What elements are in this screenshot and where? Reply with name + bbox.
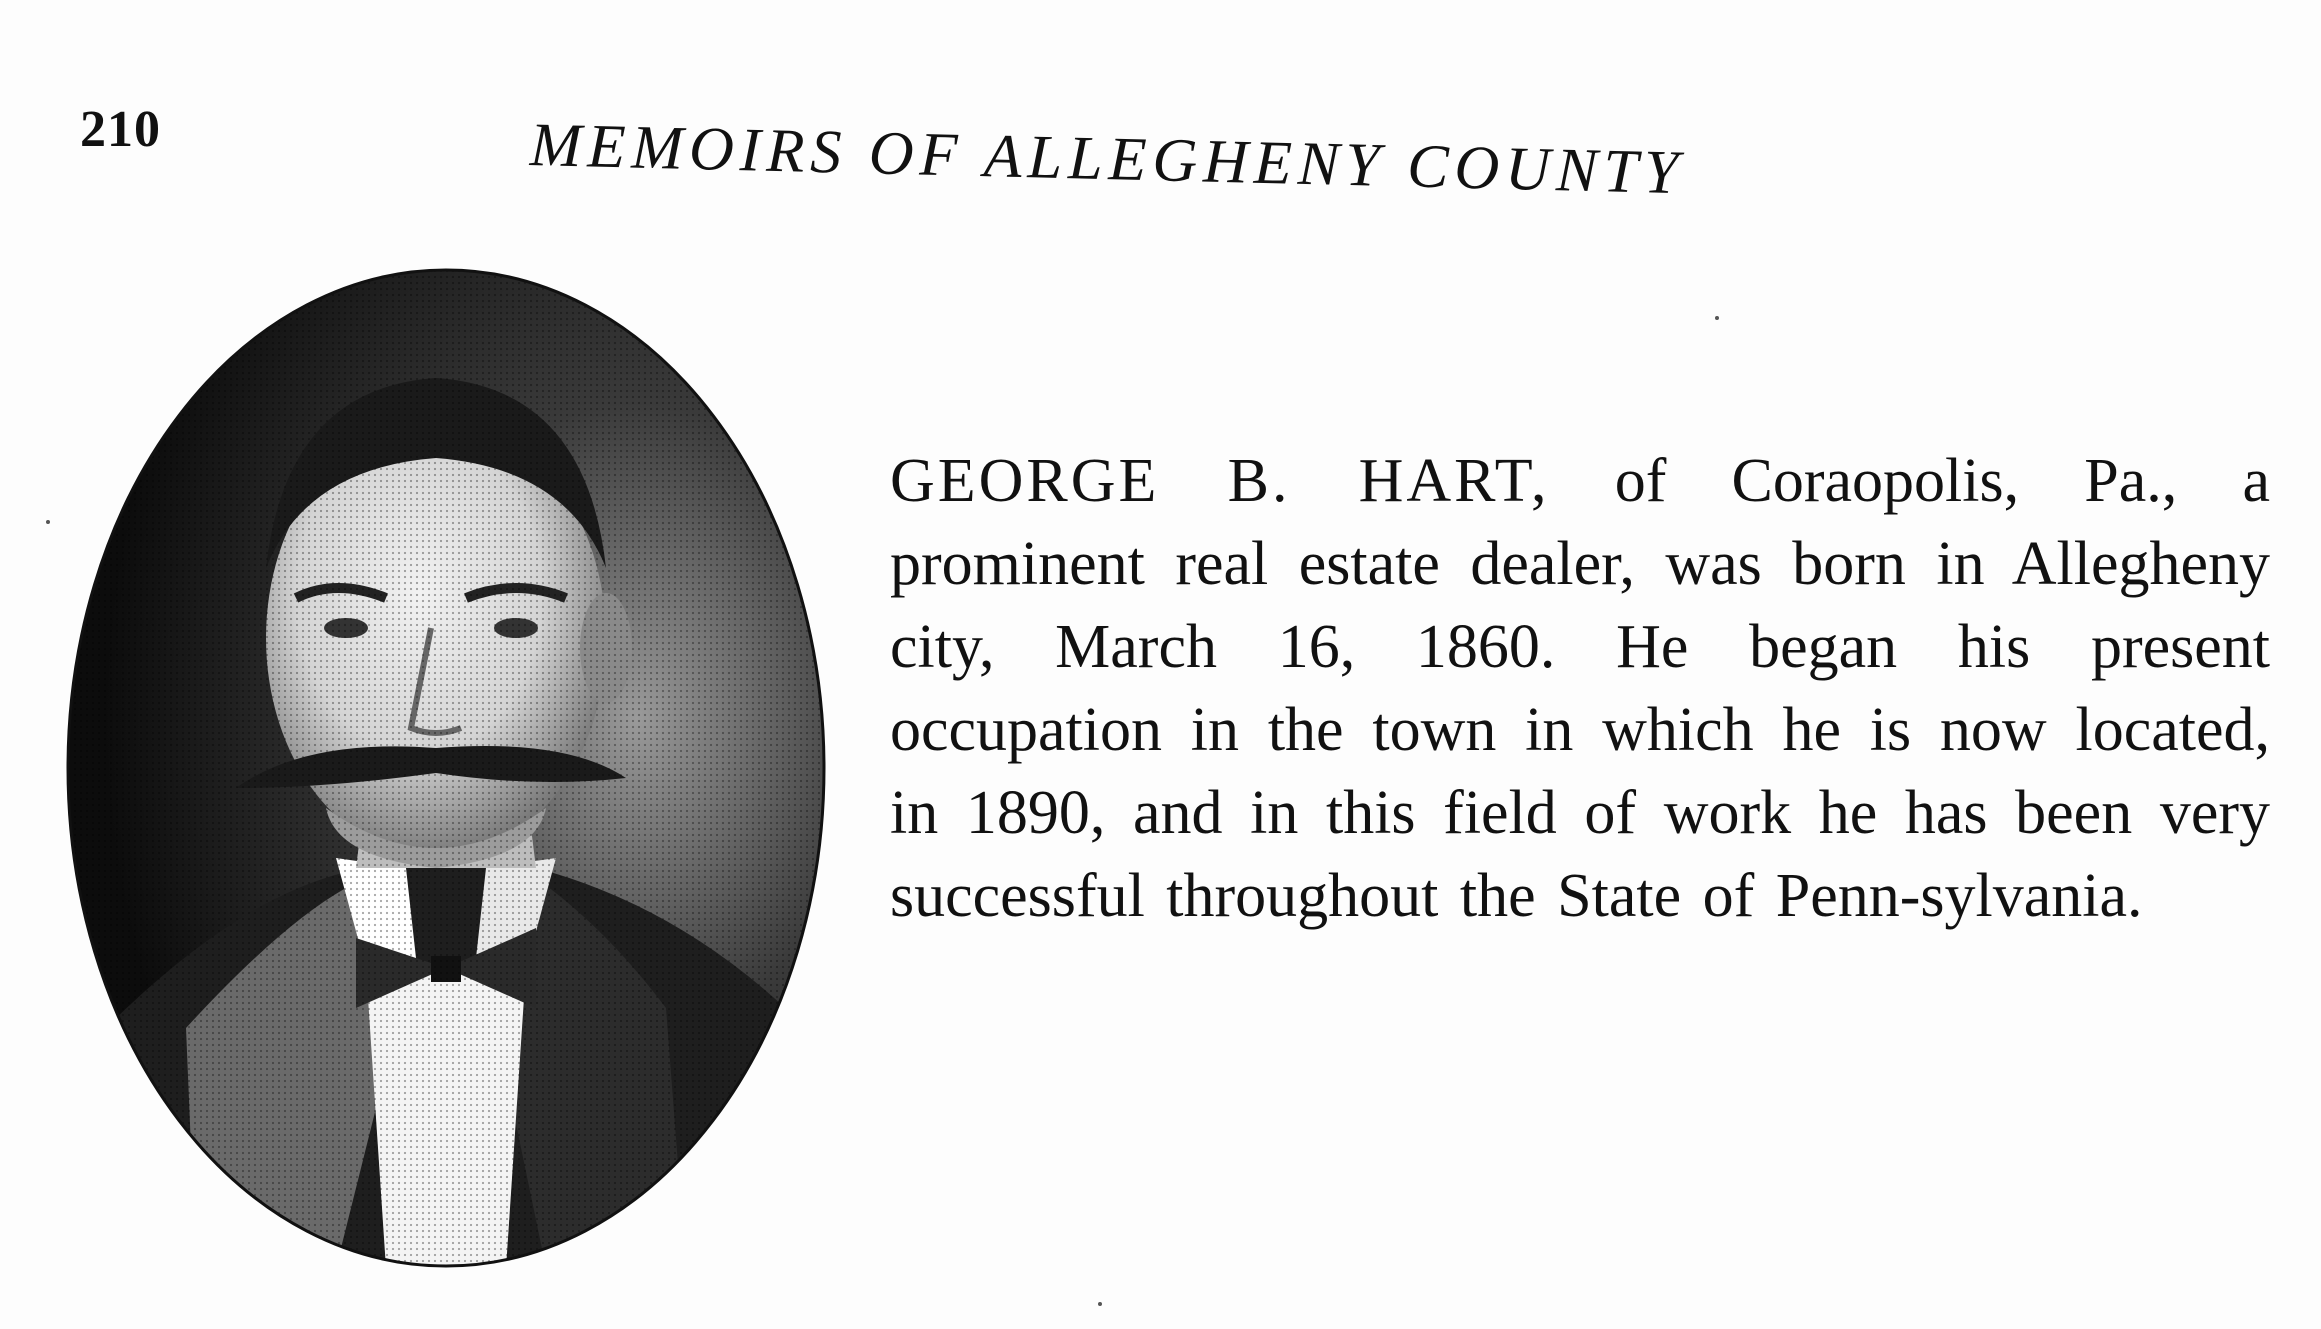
speck-mark xyxy=(1098,1302,1102,1306)
biography-text: of Coraopolis, Pa., a prominent real estate dealer, was born in Allegheny city, March 16, 1860. He began his present occupation in the town in which he is now located, in 1890, and in this field of work he has been very successful throughout the State of Penn-sylvania. xyxy=(890,447,2270,930)
speck-mark xyxy=(46,520,50,524)
speck-mark xyxy=(1715,316,1719,320)
subject-name: GEORGE B. HART, xyxy=(890,447,1550,515)
page-number: 210 xyxy=(80,101,161,158)
oval-portrait-icon xyxy=(66,268,826,1268)
running-head: MEMOIRS OF ALLEGHENY COUNTY xyxy=(529,111,1686,208)
biography-paragraph xyxy=(890,440,2270,938)
